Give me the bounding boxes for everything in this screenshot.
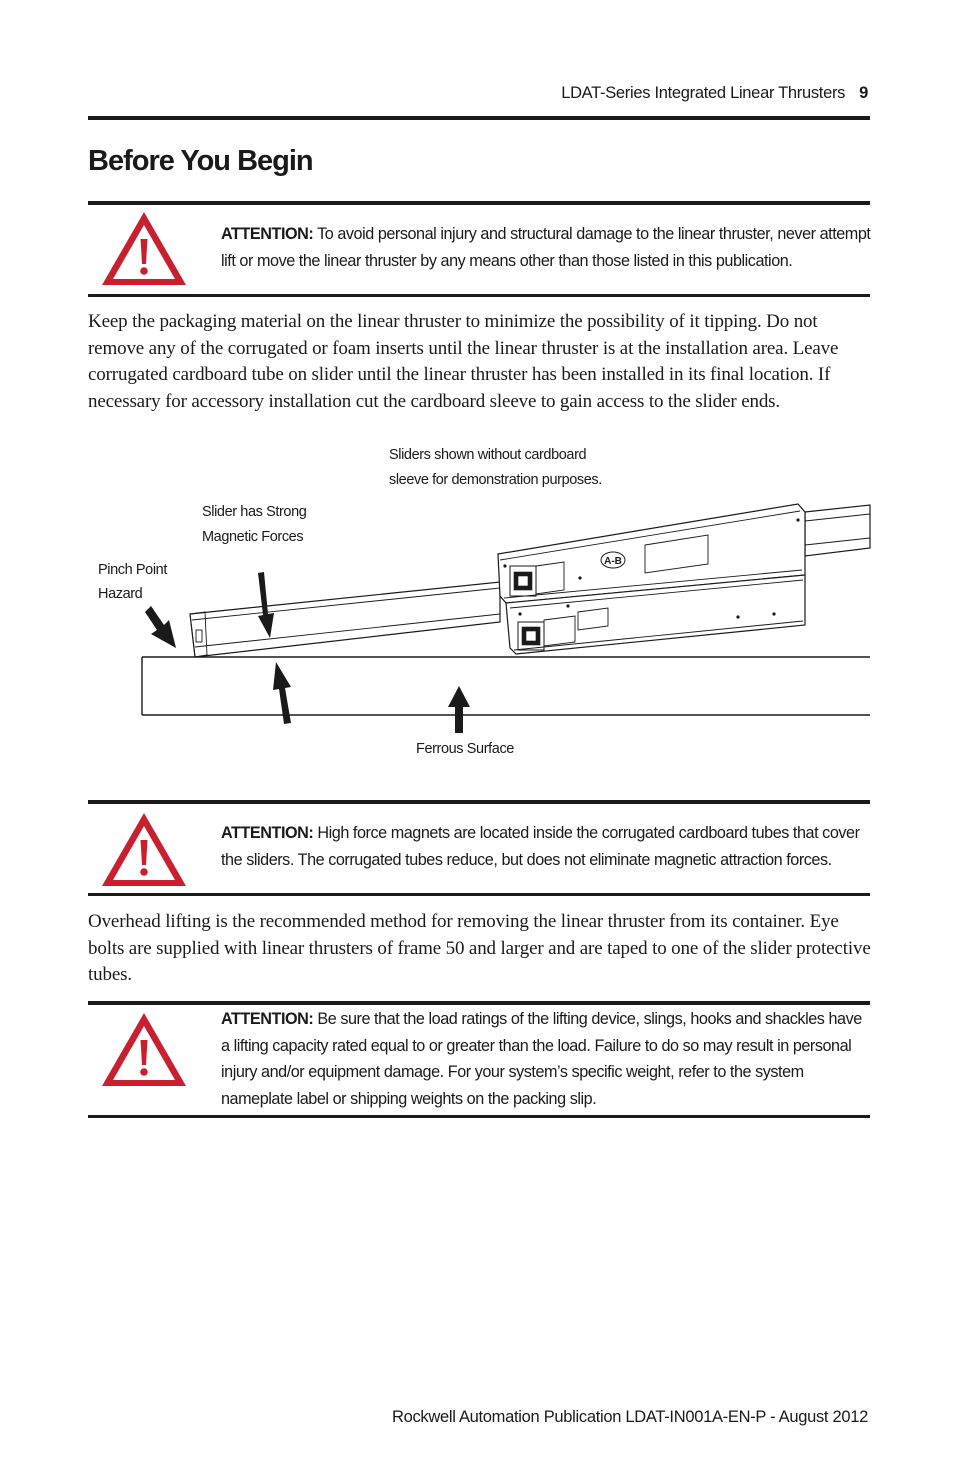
page-number: 9 bbox=[859, 84, 868, 102]
ferrous-surface-label: Ferrous Surface bbox=[416, 741, 514, 757]
attention-3-bottom-rule bbox=[88, 1115, 870, 1118]
attention-2-text bbox=[221, 820, 873, 873]
section-title: Before You Begin bbox=[88, 145, 313, 177]
pinch-point-line: Hazard bbox=[98, 586, 143, 602]
attention-3-top-rule bbox=[88, 1001, 870, 1005]
attention-body: To avoid personal injury and structural damage to the linear thruster, never attempt lift or move the linear thruster by any means other than those listed in this publication. bbox=[221, 225, 871, 270]
attention-label: ATTENTION: bbox=[221, 225, 314, 243]
publication-footer: Rockwell Automation Publication LDAT-IN001A-EN-P - August 2012 bbox=[391, 1408, 868, 1426]
magnetic-forces-line: Magnetic Forces bbox=[202, 529, 304, 545]
attention-2-top-rule bbox=[88, 800, 870, 804]
magnetic-forces-line: Slider has Strong bbox=[202, 504, 307, 520]
attention-3-text bbox=[221, 1006, 873, 1112]
warning-triangle-icon bbox=[100, 810, 188, 888]
running-title: LDAT-Series Integrated Linear Thrusters bbox=[561, 84, 846, 102]
attention-body: High force magnets are located inside the corrugated cardboard tubes that cover the sliders. The corrugated tubes reduce, but does not eliminate magnetic attraction forces. bbox=[221, 824, 860, 869]
attention-body: Be sure that the load ratings of the lifting device, slings, hooks and shackles have a lifting capacity rated equal to or greater than the load. Failure to do so may result in personal injury and/or equipment damage. For your system’s specific weight, refer to the system nameplate label or shipping weights on the packing slip. bbox=[221, 1010, 862, 1108]
pinch-point-line: Pinch Point bbox=[98, 562, 167, 578]
figure-caption-line: Sliders shown without cardboard bbox=[389, 447, 587, 463]
attention-label: ATTENTION: bbox=[221, 824, 314, 842]
allen-bradley-logo: A-B bbox=[604, 556, 622, 567]
body-paragraph-1: Keep the packaging material on the linear thruster to minimize the possibility of it tipping. Do not remove any of the corrugated or foam inserts until the linear thruster is at the installation area. Leave corrugated cardboard tube on slider until the linear thruster has been installed in its final location. If necessary for accessory installation cut the cardboard sleeve to gain access to the slider ends. bbox=[88, 311, 839, 412]
body-paragraph-2: Overhead lifting is the recommended method for removing the linear thruster from its container. Eye bolts are supplied with linear thrusters of frame 50 and larger and are taped to one of the slider protective tubes. bbox=[88, 911, 871, 985]
warning-triangle-icon bbox=[100, 1010, 188, 1088]
figure-caption-line: sleeve for demonstration purposes. bbox=[389, 472, 602, 488]
attention-2-bottom-rule bbox=[88, 893, 870, 896]
attention-label: ATTENTION: bbox=[221, 1010, 314, 1028]
